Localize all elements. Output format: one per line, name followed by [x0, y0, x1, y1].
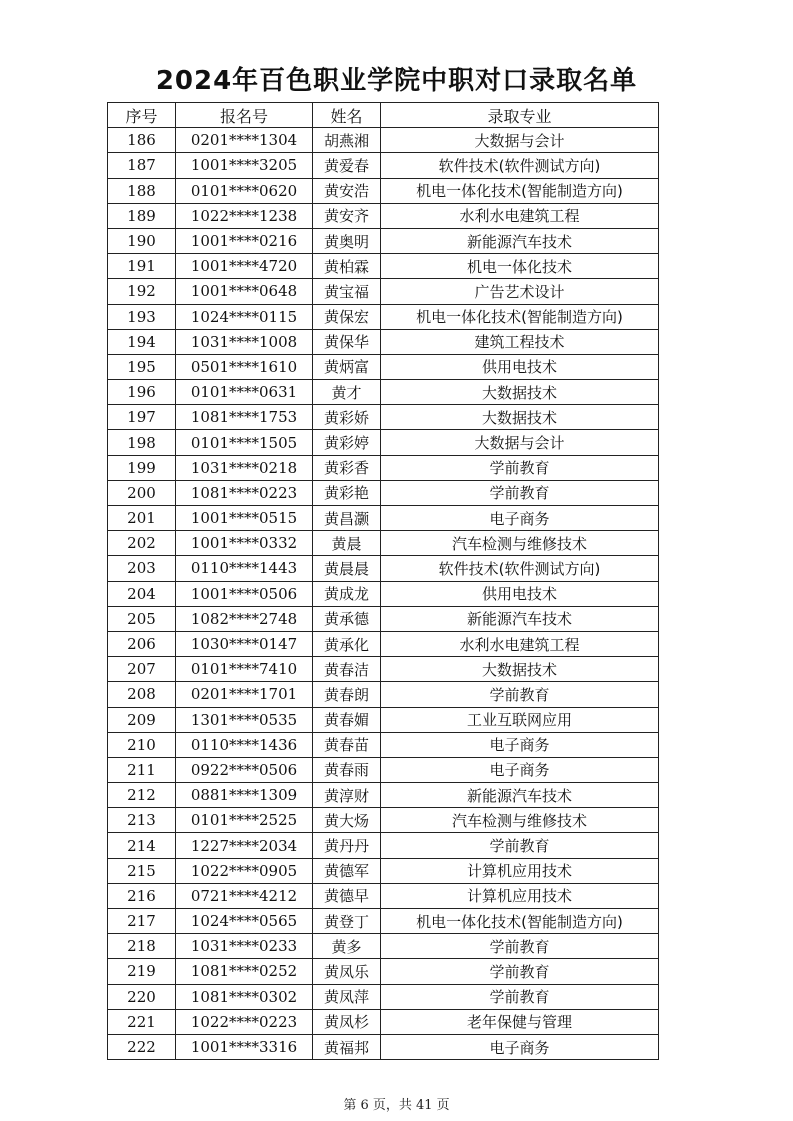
table-row: [108, 682, 659, 707]
admission-table: [107, 102, 659, 1060]
cell-major: 大数据与会计: [381, 430, 659, 455]
cell-name: 黄晨: [313, 531, 381, 556]
table-row: [108, 984, 659, 1009]
table-row: [108, 934, 659, 959]
table-row: [108, 858, 659, 883]
table-row: [108, 203, 659, 228]
cell-reg-no: 1001****0216: [176, 228, 313, 253]
cell-name: 黄凤杉: [313, 1009, 381, 1034]
cell-major: 建筑工程技术: [381, 329, 659, 354]
cell-seq: 219: [108, 959, 176, 984]
table-row: [108, 909, 659, 934]
table-row: [108, 178, 659, 203]
cell-major: 大数据技术: [381, 657, 659, 682]
table-row: [108, 254, 659, 279]
table-row: [108, 657, 659, 682]
cell-name: 黄春媚: [313, 707, 381, 732]
cell-seq: 208: [108, 682, 176, 707]
table-row: [108, 581, 659, 606]
cell-name: 黄才: [313, 380, 381, 405]
table-row: [108, 304, 659, 329]
cell-major: 学前教育: [381, 934, 659, 959]
cell-seq: 202: [108, 531, 176, 556]
cell-name: 黄晨晨: [313, 556, 381, 581]
cell-major: 学前教育: [381, 833, 659, 858]
cell-seq: 222: [108, 1034, 176, 1059]
cell-seq: 218: [108, 934, 176, 959]
cell-major: 大数据技术: [381, 405, 659, 430]
cell-major: 学前教育: [381, 455, 659, 480]
cell-seq: 195: [108, 354, 176, 379]
table-row: [108, 707, 659, 732]
cell-name: 黄春朗: [313, 682, 381, 707]
table-row: [108, 833, 659, 858]
cell-reg-no: 0201****1701: [176, 682, 313, 707]
table-row: [108, 405, 659, 430]
table-row: [108, 153, 659, 178]
cell-major: 水利水电建筑工程: [381, 631, 659, 656]
table-row: [108, 329, 659, 354]
cell-name: 黄淳财: [313, 783, 381, 808]
cell-name: 黄彩艳: [313, 480, 381, 505]
cell-major: 老年保健与管理: [381, 1009, 659, 1034]
table-row: [108, 783, 659, 808]
cell-major: 供用电技术: [381, 581, 659, 606]
cell-seq: 189: [108, 203, 176, 228]
cell-reg-no: 1301****0535: [176, 707, 313, 732]
cell-major: 新能源汽车技术: [381, 606, 659, 631]
cell-name: 黄安齐: [313, 203, 381, 228]
cell-name: 黄登丁: [313, 909, 381, 934]
table-row: [108, 354, 659, 379]
cell-name: 黄宝福: [313, 279, 381, 304]
cell-seq: 191: [108, 254, 176, 279]
page-footer: 第 6 页，共 41 页: [343, 1098, 450, 1113]
cell-major: 机电一体化技术(智能制造方向): [381, 178, 659, 203]
cell-reg-no: 1031****0218: [176, 455, 313, 480]
cell-seq: 190: [108, 228, 176, 253]
cell-reg-no: 1022****0905: [176, 858, 313, 883]
cell-major: 学前教育: [381, 480, 659, 505]
cell-reg-no: 1031****1008: [176, 329, 313, 354]
cell-name: 黄承化: [313, 631, 381, 656]
table-row: [108, 128, 659, 153]
cell-reg-no: 1001****3205: [176, 153, 313, 178]
cell-reg-no: 1082****2748: [176, 606, 313, 631]
cell-major: 计算机应用技术: [381, 883, 659, 908]
cell-reg-no: 1001****0515: [176, 506, 313, 531]
table-row: [108, 556, 659, 581]
cell-name: 黄春苗: [313, 732, 381, 757]
cell-seq: 194: [108, 329, 176, 354]
cell-major: 学前教育: [381, 682, 659, 707]
header-reg-no: 报名号: [176, 103, 313, 128]
cell-seq: 196: [108, 380, 176, 405]
cell-name: 黄柏霖: [313, 254, 381, 279]
cell-reg-no: 1081****0302: [176, 984, 313, 1009]
cell-name: 黄德军: [313, 858, 381, 883]
cell-seq: 192: [108, 279, 176, 304]
cell-name: 黄奥明: [313, 228, 381, 253]
table-row: [108, 380, 659, 405]
cell-reg-no: 0922****0506: [176, 757, 313, 782]
cell-major: 供用电技术: [381, 354, 659, 379]
cell-major: 计算机应用技术: [381, 858, 659, 883]
table-row: [108, 757, 659, 782]
cell-name: 黄彩香: [313, 455, 381, 480]
table-row: [108, 506, 659, 531]
cell-reg-no: 1022****1238: [176, 203, 313, 228]
cell-name: 黄彩娇: [313, 405, 381, 430]
table-row: [108, 531, 659, 556]
cell-name: 胡燕湘: [313, 128, 381, 153]
cell-seq: 212: [108, 783, 176, 808]
cell-seq: 187: [108, 153, 176, 178]
cell-seq: 186: [108, 128, 176, 153]
cell-seq: 220: [108, 984, 176, 1009]
table-row: [108, 1009, 659, 1034]
cell-name: 黄凤萍: [313, 984, 381, 1009]
cell-major: 广告艺术设计: [381, 279, 659, 304]
cell-seq: 215: [108, 858, 176, 883]
cell-name: 黄丹丹: [313, 833, 381, 858]
header-row: [108, 103, 659, 128]
cell-major: 机电一体化技术: [381, 254, 659, 279]
cell-major: 新能源汽车技术: [381, 228, 659, 253]
cell-seq: 188: [108, 178, 176, 203]
cell-name: 黄大炀: [313, 808, 381, 833]
cell-seq: 213: [108, 808, 176, 833]
cell-major: 学前教育: [381, 984, 659, 1009]
cell-major: 工业互联网应用: [381, 707, 659, 732]
cell-name: 黄承德: [313, 606, 381, 631]
table-row: [108, 480, 659, 505]
table-row: [108, 883, 659, 908]
cell-reg-no: 1227****2034: [176, 833, 313, 858]
cell-major: 机电一体化技术(智能制造方向): [381, 304, 659, 329]
cell-name: 黄凤乐: [313, 959, 381, 984]
table-row: [108, 279, 659, 304]
cell-reg-no: 0110****1436: [176, 732, 313, 757]
cell-reg-no: 0101****0631: [176, 380, 313, 405]
cell-seq: 217: [108, 909, 176, 934]
cell-seq: 198: [108, 430, 176, 455]
cell-reg-no: 1030****0147: [176, 631, 313, 656]
cell-reg-no: 1001****3316: [176, 1034, 313, 1059]
cell-name: 黄昌灏: [313, 506, 381, 531]
cell-seq: 211: [108, 757, 176, 782]
cell-major: 汽车检测与维修技术: [381, 531, 659, 556]
cell-reg-no: 0101****1505: [176, 430, 313, 455]
header-name: 姓名: [313, 103, 381, 128]
cell-reg-no: 0101****7410: [176, 657, 313, 682]
cell-name: 黄爱春: [313, 153, 381, 178]
header-major: 录取专业: [381, 103, 659, 128]
cell-major: 机电一体化技术(智能制造方向): [381, 909, 659, 934]
cell-seq: 210: [108, 732, 176, 757]
cell-reg-no: 0881****1309: [176, 783, 313, 808]
cell-reg-no: 1081****0223: [176, 480, 313, 505]
cell-reg-no: 0501****1610: [176, 354, 313, 379]
cell-major: 电子商务: [381, 1034, 659, 1059]
table-row: [108, 455, 659, 480]
table-row: [108, 1034, 659, 1059]
header-seq: 序号: [108, 103, 176, 128]
page-title: 2024年百色职业学院中职对口录取名单: [155, 66, 638, 96]
table-row: [108, 430, 659, 455]
cell-name: 黄德早: [313, 883, 381, 908]
cell-name: 黄春洁: [313, 657, 381, 682]
cell-name: 黄多: [313, 934, 381, 959]
cell-reg-no: 0110****1443: [176, 556, 313, 581]
table-row: [108, 808, 659, 833]
cell-major: 软件技术(软件测试方向): [381, 153, 659, 178]
cell-seq: 209: [108, 707, 176, 732]
cell-name: 黄福邦: [313, 1034, 381, 1059]
cell-seq: 203: [108, 556, 176, 581]
cell-name: 黄成龙: [313, 581, 381, 606]
cell-major: 电子商务: [381, 757, 659, 782]
cell-name: 黄彩婷: [313, 430, 381, 455]
table-row: [108, 631, 659, 656]
cell-reg-no: 0101****0620: [176, 178, 313, 203]
cell-seq: 206: [108, 631, 176, 656]
cell-seq: 201: [108, 506, 176, 531]
cell-reg-no: 0201****1304: [176, 128, 313, 153]
cell-seq: 197: [108, 405, 176, 430]
cell-seq: 199: [108, 455, 176, 480]
cell-seq: 214: [108, 833, 176, 858]
cell-major: 大数据与会计: [381, 128, 659, 153]
cell-major: 软件技术(软件测试方向): [381, 556, 659, 581]
cell-seq: 205: [108, 606, 176, 631]
table-body: [108, 128, 659, 1060]
cell-reg-no: 1024****0565: [176, 909, 313, 934]
table-row: [108, 959, 659, 984]
cell-reg-no: 0721****4212: [176, 883, 313, 908]
cell-name: 黄春雨: [313, 757, 381, 782]
cell-reg-no: 1001****0332: [176, 531, 313, 556]
table-row: [108, 732, 659, 757]
cell-major: 电子商务: [381, 732, 659, 757]
cell-reg-no: 0101****2525: [176, 808, 313, 833]
cell-reg-no: 1081****1753: [176, 405, 313, 430]
cell-seq: 216: [108, 883, 176, 908]
table-row: [108, 228, 659, 253]
cell-reg-no: 1001****0648: [176, 279, 313, 304]
cell-name: 黄保华: [313, 329, 381, 354]
cell-major: 学前教育: [381, 959, 659, 984]
cell-name: 黄安浩: [313, 178, 381, 203]
cell-seq: 221: [108, 1009, 176, 1034]
cell-reg-no: 1022****0223: [176, 1009, 313, 1034]
cell-major: 水利水电建筑工程: [381, 203, 659, 228]
cell-name: 黄炳富: [313, 354, 381, 379]
cell-seq: 204: [108, 581, 176, 606]
cell-major: 新能源汽车技术: [381, 783, 659, 808]
cell-reg-no: 1031****0233: [176, 934, 313, 959]
cell-seq: 207: [108, 657, 176, 682]
cell-seq: 193: [108, 304, 176, 329]
cell-name: 黄保宏: [313, 304, 381, 329]
table-row: [108, 606, 659, 631]
cell-major: 大数据技术: [381, 380, 659, 405]
cell-reg-no: 1001****4720: [176, 254, 313, 279]
table-header: [108, 103, 659, 128]
cell-reg-no: 1081****0252: [176, 959, 313, 984]
cell-seq: 200: [108, 480, 176, 505]
cell-reg-no: 1001****0506: [176, 581, 313, 606]
cell-reg-no: 1024****0115: [176, 304, 313, 329]
cell-major: 汽车检测与维修技术: [381, 808, 659, 833]
cell-major: 电子商务: [381, 506, 659, 531]
